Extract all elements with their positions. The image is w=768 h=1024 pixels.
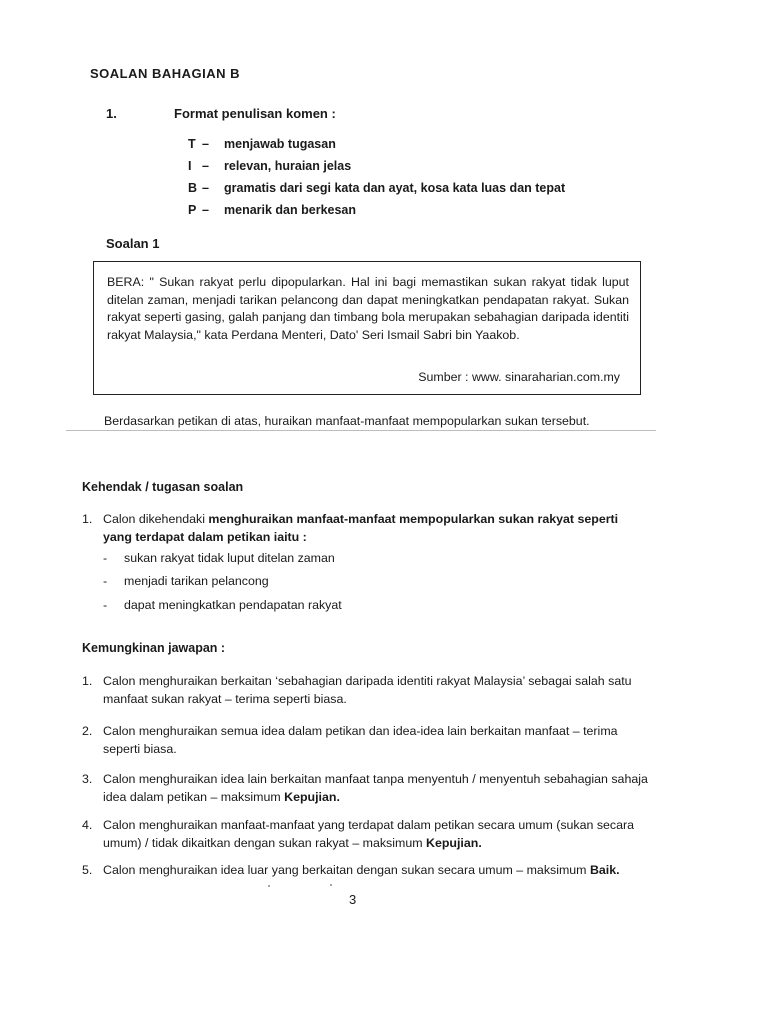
answer-number: 2. (82, 724, 93, 738)
scan-speck (268, 885, 270, 887)
answer-text: Calon menghuraikan berkaitan ‘sebahagian daripada identiti rakyat Malaysia’ sebagai salah satu manfaat sukan rakyat – terima seperti biasa. (103, 674, 632, 706)
answer-number: 3. (82, 772, 93, 786)
kehendak-bullet (103, 598, 342, 612)
kehendak-item-number: 1. (82, 512, 93, 526)
scan-speck (330, 884, 332, 886)
answer-text: Calon menghuraikan idea lain berkaitan manfaat tanpa menyentuh / menyentuh sebahagian sahaja idea dalam petikan – maksimum (103, 772, 648, 804)
format-letter: T (188, 137, 196, 151)
format-text: menjawab tugasan (224, 137, 336, 151)
format-item (188, 203, 356, 217)
answer-item (82, 862, 652, 880)
answer-item (82, 817, 652, 852)
passage-box (93, 261, 641, 395)
section-title: SOALAN BAHAGIAN B (90, 66, 241, 81)
kehendak-bullet (103, 551, 335, 565)
format-text: relevan, huraian jelas (224, 159, 352, 173)
bullet-mark: - (103, 598, 108, 612)
answer-number: 4. (82, 818, 93, 832)
format-item (188, 137, 336, 151)
question-prompt: Berdasarkan petikan di atas, huraikan manfaat-manfaat mempopularkan sukan tersebut. (104, 414, 590, 428)
format-letter: P (188, 203, 197, 217)
answer-text: Calon menghuraikan idea luar yang berkaitan dengan sukan secara umum – maksimum (103, 863, 590, 877)
answer-number: 5. (82, 863, 93, 877)
answer-number: 1. (82, 674, 93, 688)
answer-bold-text: Kepujian. (426, 835, 482, 850)
format-dash: – (202, 137, 209, 151)
format-letter: I (188, 159, 192, 173)
answer-text: Calon menghuraikan manfaat-manfaat yang terdapat dalam petikan secara umum (sukan secara umum) / tidak dikaitkan dengan sukan rakyat – maksimum (103, 818, 635, 850)
question-number: 1. (106, 106, 117, 121)
bullet-text: dapat meningkatkan pendapatan rakyat (124, 598, 342, 612)
bullet-mark: - (103, 551, 108, 565)
format-text: menarik dan berkesan (224, 203, 357, 217)
passage-source: Sumber : www. sinaraharian.com.my (418, 370, 620, 384)
kemungkinan-title: Kemungkinan jawapan : (82, 641, 226, 655)
format-item (188, 181, 565, 195)
format-dash: – (202, 203, 209, 217)
format-letter: B (188, 181, 198, 195)
kehendak-item (82, 511, 642, 546)
format-dash: – (202, 181, 209, 195)
answer-item (82, 723, 652, 758)
answer-bold-text: Baik. (589, 863, 620, 877)
format-text: gramatis dari segi kata dan ayat, kosa kata luas dan tepat (224, 181, 566, 195)
page-number: 3 (349, 892, 357, 907)
soalan-1-label: Soalan 1 (106, 236, 160, 251)
answer-bold-text: Kepujian. (284, 789, 340, 804)
divider (66, 430, 656, 431)
format-item (188, 159, 351, 173)
answer-item (82, 673, 652, 708)
bullet-mark: - (103, 574, 108, 588)
bullet-text: menjadi tarikan pelancong (124, 574, 269, 588)
question-label: Format penulisan komen : (174, 106, 336, 121)
answer-text: Calon menghuraikan semua idea dalam petikan dan idea-idea lain berkaitan manfaat – terima seperti biasa. (103, 724, 618, 756)
passage-text: BERA: " Sukan rakyat perlu dipopularkan. Hal ini bagi memastikan sukan rakyat tidak luput ditelan zaman, menjadi tarikan pelancong dan dapat meningkatkan pendapatan rakyat. Sukan rakyat seperti gasing, galah panjang dan timbang bola merupakan sebahagian daripada identiti rakyat Malaysia," kata Perdana Menteri, Dato' Seri Ismail Sabri bin Yaakob. (107, 275, 629, 342)
kehendak-title: Kehendak / tugasan soalan (82, 480, 244, 494)
format-dash: – (202, 159, 209, 173)
bullet-text: sukan rakyat tidak luput ditelan zaman (124, 551, 335, 565)
kehendak-item-bold-text: menghuraikan manfaat-manfaat mempopularkan sukan rakyat seperti yang terdapat dalam petikan iaitu : (103, 512, 619, 544)
answer-item (82, 771, 652, 806)
kehendak-item-text: Calon dikehendaki (103, 512, 209, 526)
kehendak-bullet (103, 574, 269, 588)
